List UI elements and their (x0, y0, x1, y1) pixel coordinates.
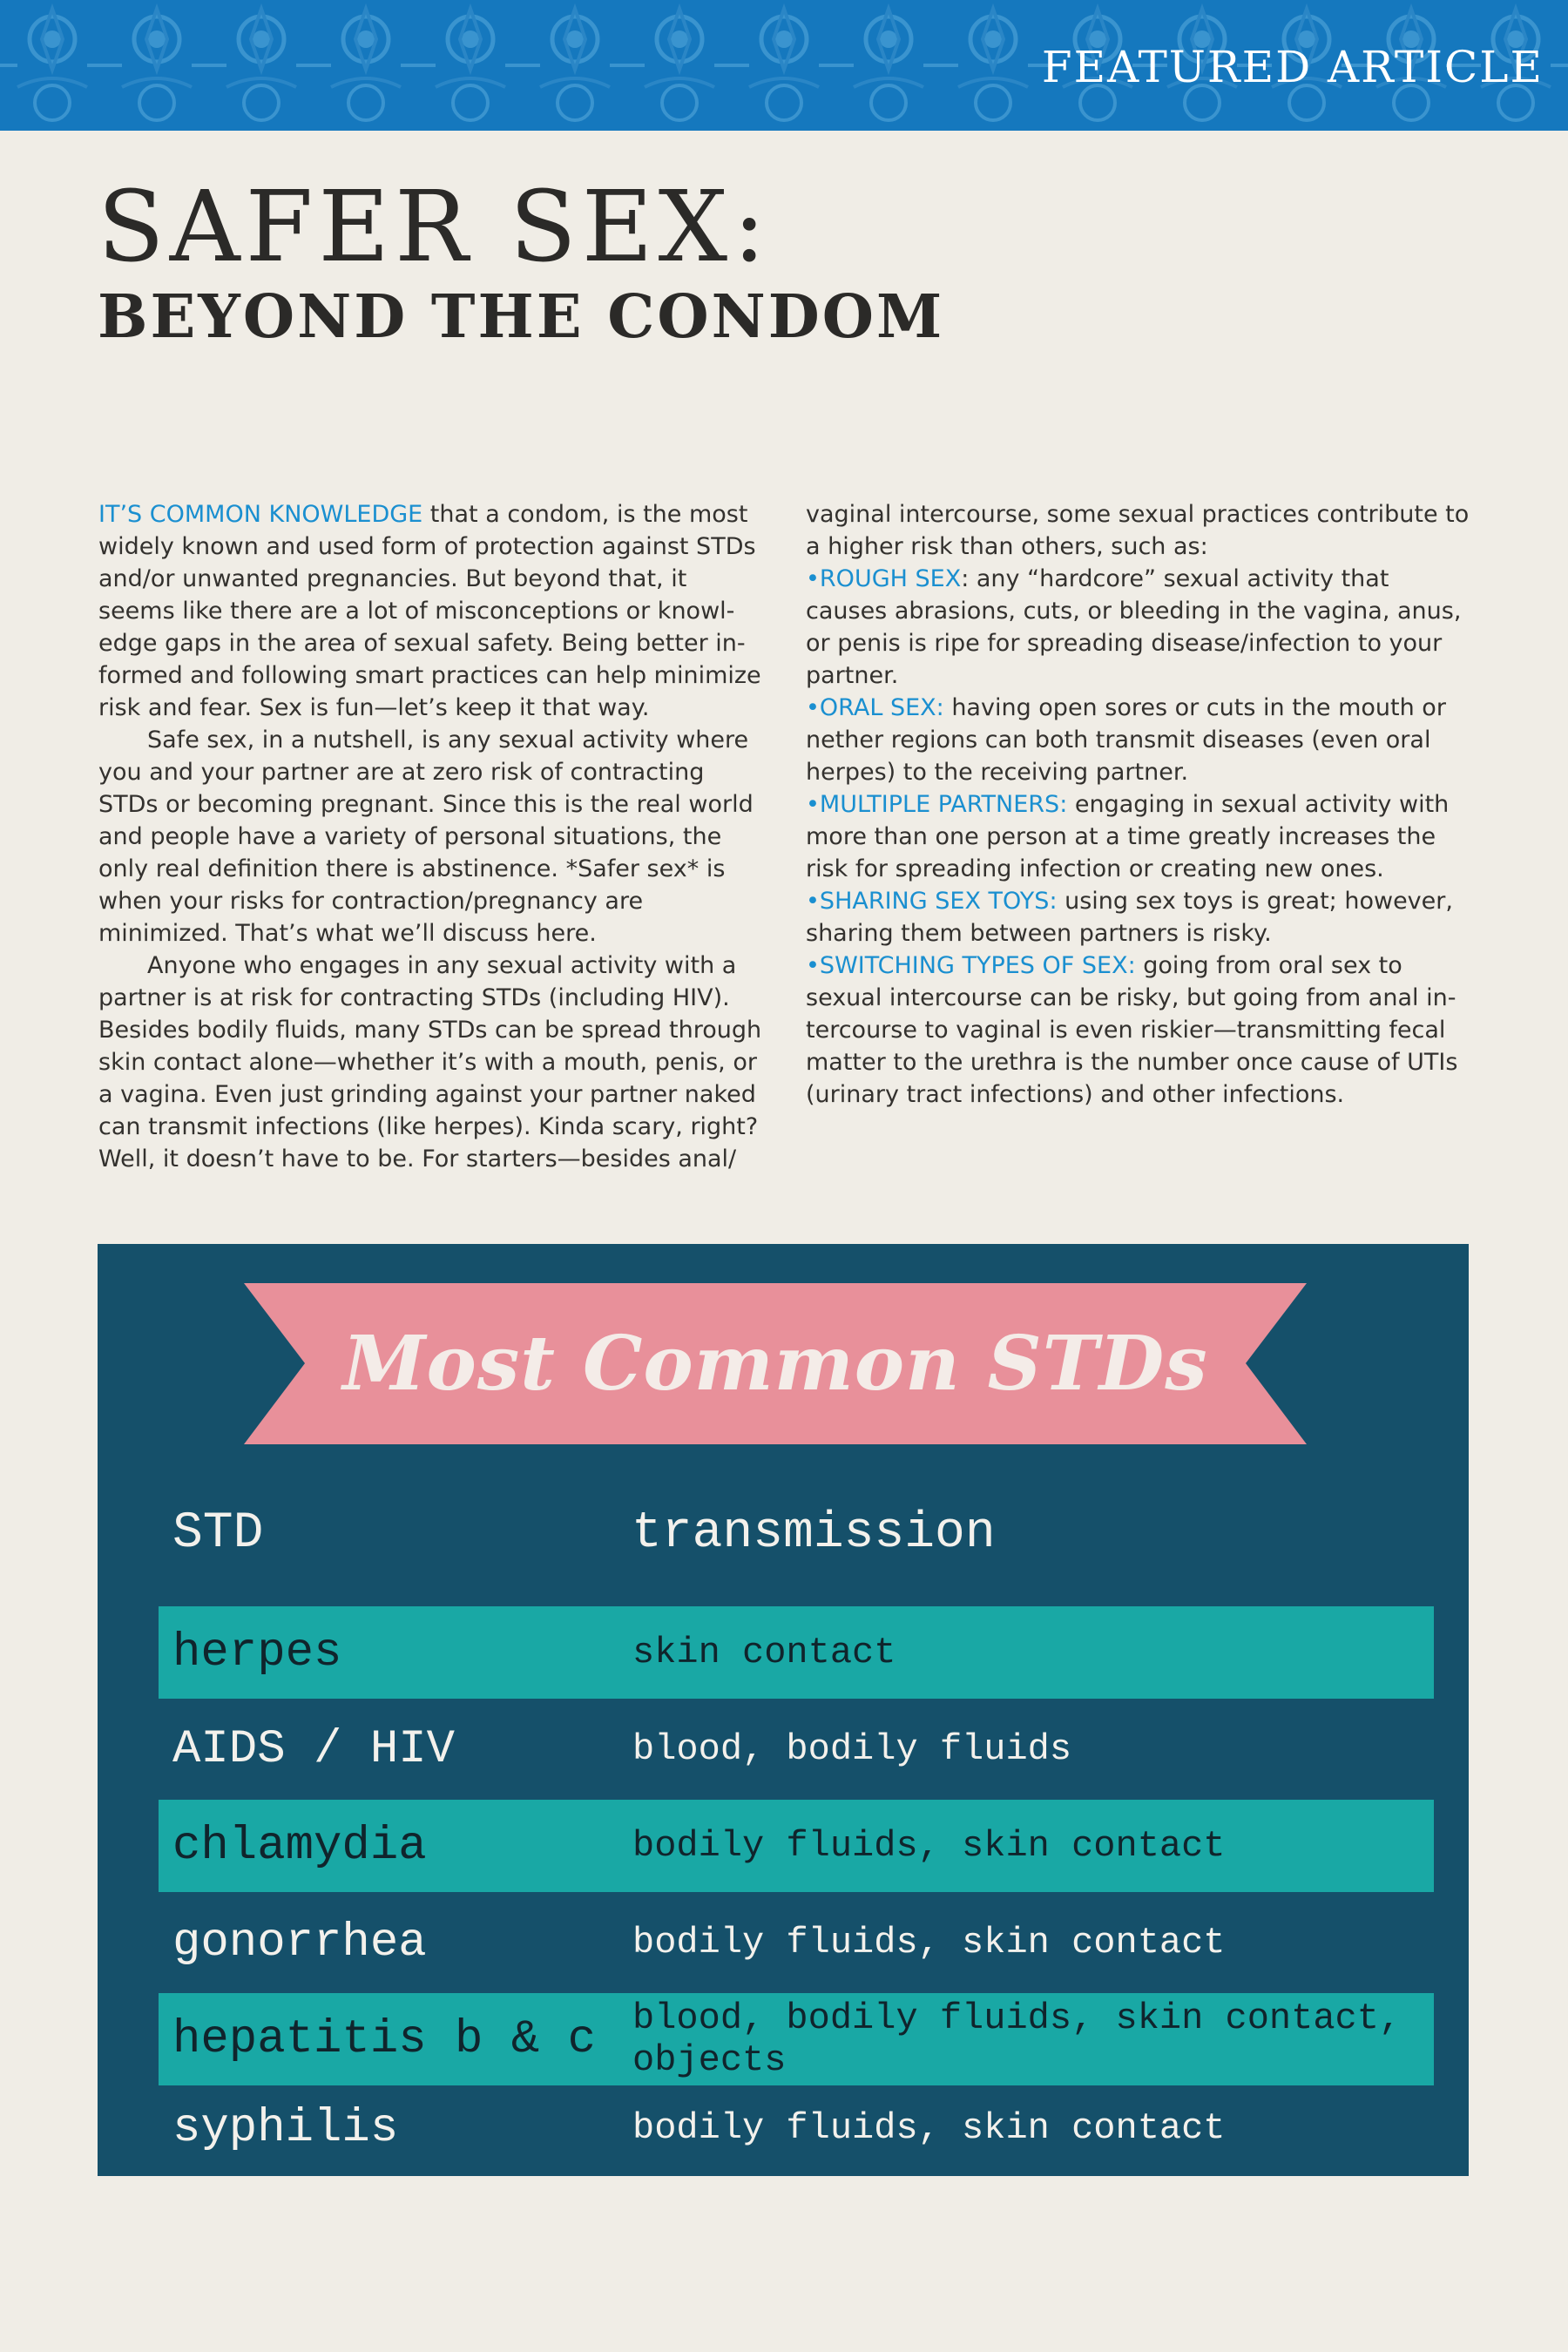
std-table-title: Most Common STDs (342, 1320, 1208, 1408)
list-item-text: using sex toys is great; however, sharing them between partners is risky. (806, 888, 1453, 947)
std-transmission: bodily fluids, skin contact (632, 1922, 1226, 1963)
left-column (98, 498, 765, 1175)
std-name: herpes (172, 1625, 342, 1680)
right-intro: vaginal intercourse, some sexual practices contribute to a higher risk than others, such as: (806, 501, 1470, 560)
paragraph-3: Anyone who engages in any sexual activity with a partner is at risk for contracting STDs (including HIV). Besides bodily fluids, many STDs can be spread through skin contact alone—whether it’s with a mouth, penis, or a vagina. Even just grinding against your partner naked can transmit infections (like herpes). Kinda scary, right? Well, it doesn’t have to be. For starters—besides anal/ (98, 952, 762, 1173)
list-item (806, 563, 1472, 692)
std-name: AIDS / HIV (172, 1722, 456, 1776)
list-item-text: engaging in sexual activity with more than one person at a time greatly increases the risk for spreading infection or creating new ones. (806, 791, 1450, 882)
std-transmission: bodily fluids, skin contact (632, 1825, 1226, 1867)
std-transmission: skin contact (632, 1632, 896, 1673)
paragraph-1 (98, 498, 765, 724)
table-row (159, 2082, 1434, 2174)
std-name: chlamydia (172, 1819, 427, 1873)
list-item-label: •SHARING SEX TOYS: (806, 888, 1058, 915)
list-item-label: •SWITCHING TYPES OF SEX: (806, 952, 1136, 979)
std-transmission: bodily fluids, skin contact (632, 2107, 1226, 2149)
table-row (159, 1606, 1434, 1699)
article-title: SAFER SEX: (98, 171, 771, 284)
std-table-box (98, 1244, 1469, 2176)
list-item-label: •ROUGH SEX (806, 565, 962, 592)
list-item-label: •MULTIPLE PARTNERS: (806, 791, 1068, 818)
table-row (159, 1896, 1434, 1989)
list-item (806, 950, 1472, 1111)
section-label: FEATURED ARTICLE (1041, 42, 1544, 92)
table-header (172, 1505, 1392, 1575)
paragraph-2: Safe sex, in a nutshell, is any sexual activity where you and your partner are at zero risk of contracting STDs or becoming pregnant. Since this is the real world and people have a variety of personal situations, the only real definition there is abstinence. *Safer sex* is when your risks for contraction/pregnancy are minimized. That’s what we’ll discuss here. (98, 727, 754, 947)
list-item-text: going from oral sex to sexual intercourse can be risky, but going from anal in-tercourse to vaginal is even riskier—transmitting fecal matter to the urethra is the number once cause of UTIs (urinary tract infections) and other infections. (806, 952, 1458, 1108)
lead-in: IT’S COMMON KNOWLEDGE (98, 501, 423, 528)
list-item-text: having open sores or cuts in the mouth or nether regions can both transmit diseases (even oral herpes) to the receiving partner. (806, 694, 1446, 786)
std-name: syphilis (172, 2101, 399, 2155)
article-subtitle: BEYOND THE CONDOM (98, 282, 945, 352)
std-name: gonorrhea (172, 1916, 427, 1970)
table-row (159, 1703, 1434, 1795)
list-item (806, 885, 1472, 950)
paragraph-1-text: that a condom, is the most widely known and used form of protection against STDs and/or unwanted pregnancies. But beyond that, it seems like there are a lot of misconceptions or knowl-edge gaps in the area of sexual safety. Being better in-formed and following smart practices can help minimize risk and fear. Sex is fun—let’s keep it that way. (98, 501, 761, 721)
table-row (159, 1800, 1434, 1892)
table-row (159, 1993, 1434, 2085)
std-name: hepatitis b & c (172, 2012, 597, 2066)
list-item (806, 692, 1472, 788)
std-transmission: blood, bodily fluids (632, 1728, 1072, 1770)
header-std: STD (172, 1505, 264, 1562)
list-item-label: •ORAL SEX: (806, 694, 944, 721)
list-item-text: : any “hardcore” sexual activity that causes abrasions, cuts, or bleeding in the vagina, anus, or penis is ripe for spreading disease/infection to your partner. (806, 565, 1462, 689)
right-column (806, 498, 1472, 1111)
header-transmission: transmission (632, 1505, 996, 1562)
std-transmission: blood, bodily fluids, skin contact, objects (632, 1997, 1402, 2081)
header-banner (0, 0, 1568, 131)
list-item (806, 788, 1472, 885)
